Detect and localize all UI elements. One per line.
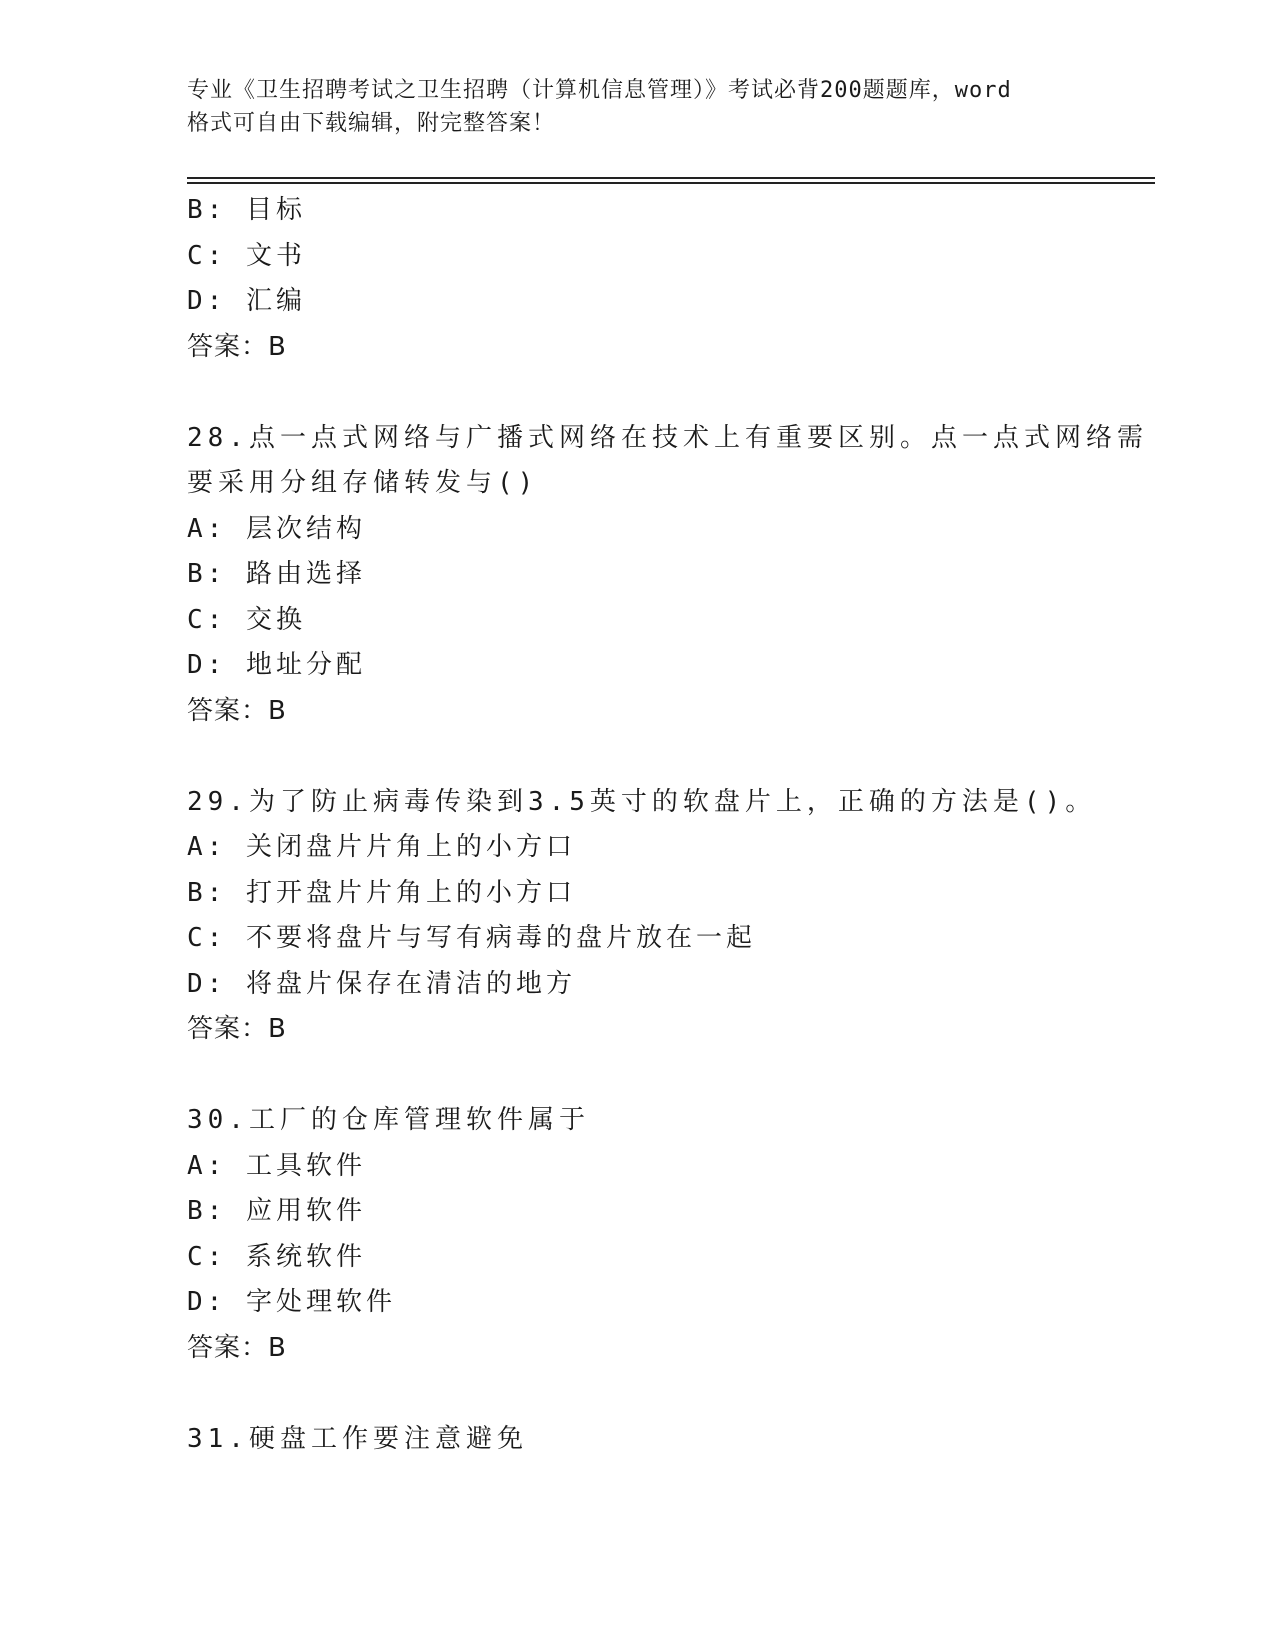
document-header <box>187 74 1107 140</box>
option-c: C: 不要将盘片与写有病毒的盘片放在一起 <box>187 923 756 953</box>
spacer <box>187 1371 1087 1417</box>
header-line-1: 专业《卫生招聘考试之卫生招聘（计算机信息管理）》考试必背200题题库，word <box>187 78 1012 103</box>
answer: 答案：B <box>187 695 287 726</box>
question-text-continued: 要采用分组存储转发与() <box>187 468 539 498</box>
option-b: B: 打开盘片片角上的小方口 <box>187 877 576 908</box>
option-d: D: 将盘片保存在清洁的地方 <box>187 968 576 999</box>
option-a: A: 工具软件 <box>187 1150 366 1181</box>
option-d: D: 地址分配 <box>187 650 366 680</box>
spacer <box>187 370 1087 416</box>
question-block-28 <box>187 416 1148 735</box>
option-b: B: 应用软件 <box>187 1196 366 1226</box>
option-a: A: 关闭盘片片角上的小方口 <box>187 832 576 862</box>
question-block-27 <box>187 188 1087 370</box>
question-block-30 <box>187 1098 1087 1371</box>
question-list <box>187 188 1148 1462</box>
header-rule-bottom <box>187 182 1155 184</box>
option-d: D: 汇编 <box>187 286 306 316</box>
option-d: D: 字处理软件 <box>187 1287 396 1317</box>
question-text: 30.工厂的仓库管理软件属于 <box>187 1105 590 1135</box>
spacer <box>187 734 1087 780</box>
header-rule-top <box>187 177 1155 179</box>
answer: 答案：B <box>187 1332 287 1363</box>
question-block-31 <box>187 1417 1087 1463</box>
spacer <box>187 1053 1087 1099</box>
question-text: 29.为了防止病毒传染到3.5英寸的软盘片上，正确的方法是()。 <box>187 786 1097 817</box>
option-a: A: 层次结构 <box>187 513 366 544</box>
question-text: 31.硬盘工作要注意避免 <box>187 1423 528 1454</box>
header-line-2: 格式可自由下载编辑，附完整答案！ <box>187 111 556 136</box>
question-block-29 <box>187 780 1097 1053</box>
option-b: B: 路由选择 <box>187 559 366 589</box>
answer: 答案：B <box>187 1014 287 1044</box>
option-b: B: 目标 <box>187 195 306 225</box>
option-c: C: 文书 <box>187 240 306 271</box>
option-c: C: 系统软件 <box>187 1241 366 1272</box>
answer: 答案：B <box>187 331 287 362</box>
option-c: C: 交换 <box>187 604 306 635</box>
question-text: 28.点一点式网络与广播式网络在技术上有重要区别。点一点式网络需 <box>187 422 1148 453</box>
